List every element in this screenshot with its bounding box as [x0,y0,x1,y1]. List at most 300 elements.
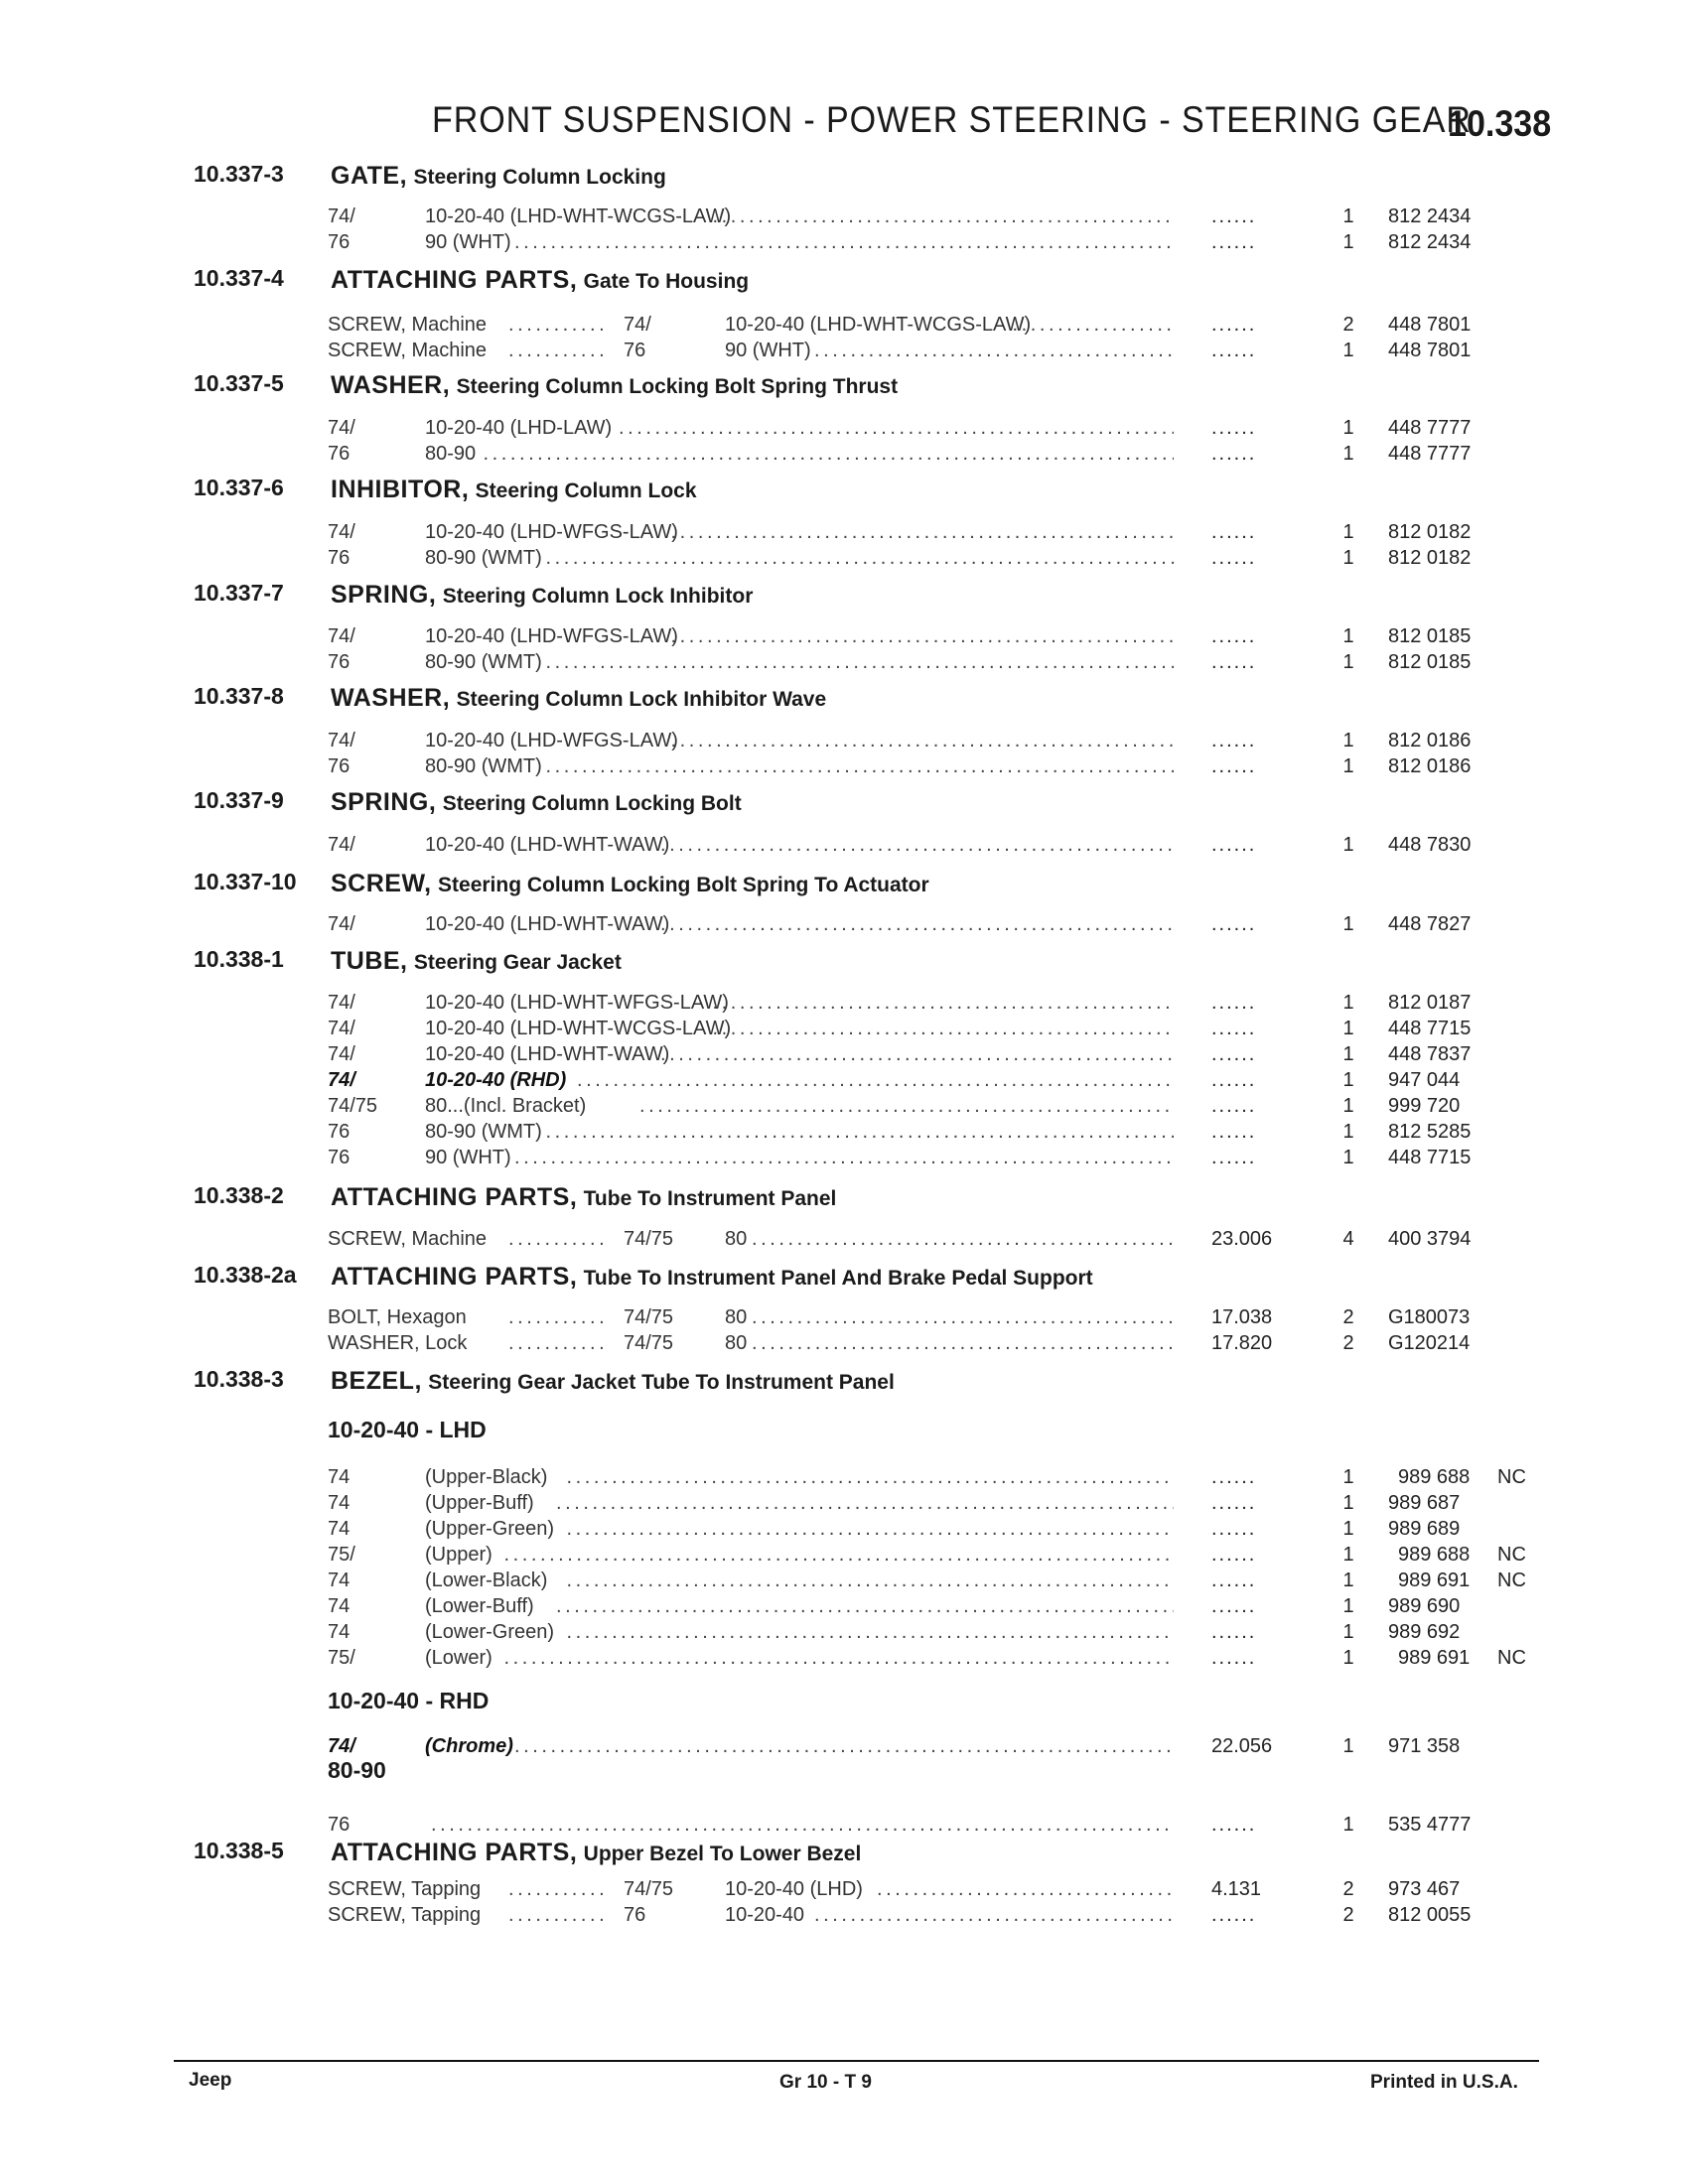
year-range: 74 [328,1595,351,1617]
quantity: 1 [1342,1647,1354,1669]
part-number: 812 0182 [1388,521,1472,543]
quantity: 1 [1342,547,1354,569]
dot-leader [752,1304,1174,1324]
quantity: 1 [1342,205,1354,227]
dot-leader [546,753,1175,773]
model-spec: 10-20-40 (LHD-WHT-WAW) [425,913,670,935]
dot-leader [431,1812,1174,1832]
year-range: 75/ [328,1544,355,1566]
model-spec: 10-20-40 (LHD-WHT-WCGS-LAW) [725,314,1032,336]
illustration-ref: ...... [1211,1069,1257,1091]
part-number: 812 0182 [1388,547,1472,569]
illustration-ref: ...... [1211,417,1257,439]
part-description: Gate To Housing [583,270,750,293]
part-description: Steering Column Locking Bolt Spring Thrust [456,375,899,398]
model-spec: 10-20-40 (LHD-WHT-WAW) [425,1043,670,1065]
part-number: 812 0185 [1388,651,1472,673]
model-spec: 10-20-40 (LHD-WHT-WAW) [425,834,670,856]
quantity: 1 [1342,1595,1354,1617]
dot-leader [508,1330,606,1350]
quantity: 1 [1342,1621,1354,1643]
dot-leader [660,911,1174,931]
quantity: 1 [1342,1518,1354,1540]
part-name: ATTACHING PARTS, [331,1183,578,1211]
list-item [0,1016,1688,1041]
illustration-ref: ...... [1211,1043,1257,1065]
year-range: 74/75 [624,1878,674,1900]
dot-leader [619,415,1174,435]
illustration-ref: ...... [1211,834,1257,856]
part-name: INHIBITOR, [331,476,470,503]
illustration-ref: ...... [1211,1466,1257,1488]
section-title [331,1367,895,1396]
illustration-ref: ...... [1211,1018,1257,1039]
part-number: 947 044 [1388,1069,1461,1091]
part-number: 812 0186 [1388,730,1472,751]
year-range: 74/ [328,1018,355,1039]
illustration-ref: ...... [1211,1904,1257,1926]
quantity: 1 [1342,1544,1354,1566]
dot-leader [484,441,1175,461]
model-spec: 10-20-40 (LHD) [725,1878,863,1900]
part-number: G120214 [1388,1332,1471,1354]
page-title: FRONT SUSPENSION - POWER STEERING - STEERING GEAR [432,99,1472,140]
year-range: 76 [328,651,351,673]
item-label: SCREW, Machine [328,314,488,336]
dot-leader [514,1733,1174,1753]
year-range: 74/ [328,1069,355,1091]
note-code: NC [1497,1466,1526,1488]
dot-leader [508,312,606,332]
footer-brand: Jeep [189,2070,232,2091]
quantity: 1 [1342,1147,1354,1168]
year-range: 76 [328,1814,351,1836]
item-label: SCREW, Machine [328,340,488,361]
section-code: 10.337-8 [194,683,284,709]
list-item [0,728,1688,753]
illustration-ref: ...... [1211,547,1257,569]
section-title [331,684,826,713]
section-title [331,1263,1093,1292]
section-code: 10.338-2a [194,1262,297,1288]
dot-leader [508,1226,606,1246]
quantity: 2 [1342,1306,1354,1328]
list-item [0,753,1688,779]
list-item [0,338,1688,363]
quantity: 1 [1342,834,1354,856]
year-range: 74 [328,1570,351,1591]
dot-leader [577,1067,1174,1087]
dot-leader [660,832,1174,852]
part-name: BEZEL, [331,1367,422,1395]
year-range: 74/ [328,1735,355,1757]
part-name: ATTACHING PARTS, [331,1263,578,1291]
section-code: 10.337-4 [194,265,284,291]
dot-leader [713,990,1175,1010]
part-description: Steering Column Lock [475,479,697,502]
quantity: 1 [1342,443,1354,465]
dot-leader [546,1119,1175,1139]
note-code: NC [1497,1544,1526,1566]
part-number: 989 690 [1388,1595,1461,1617]
dot-leader [713,1016,1175,1035]
list-item [0,1464,1688,1490]
part-name: SPRING, [331,581,437,609]
dot-leader [504,1645,1175,1665]
section-title [331,947,622,976]
part-number: 989 687 [1388,1492,1461,1514]
illustration-ref: 17.820 [1211,1332,1273,1354]
model-spec: 10-20-40 (LHD-WHT-WCGS-LAW) [425,205,732,227]
year-range: 74 [328,1492,351,1514]
dot-leader [567,1464,1175,1484]
quantity: 1 [1342,730,1354,751]
dot-leader [639,1093,1174,1113]
quantity: 1 [1342,521,1354,543]
year-range: 74 [328,1518,351,1540]
model-spec: 10-20-40 (LHD-WFGS-LAW) [425,625,678,647]
quantity: 1 [1342,231,1354,253]
part-number: 971 358 [1388,1735,1461,1757]
illustration-ref: ...... [1211,1095,1257,1117]
year-range: 76 [328,547,351,569]
list-item [0,1593,1688,1619]
year-range: 74/ [328,992,355,1014]
list-item [0,1490,1688,1516]
part-name: SPRING, [331,788,437,816]
list-item [0,415,1688,441]
part-name: WASHER, [331,371,451,399]
section-title [331,371,898,400]
dot-leader [514,1145,1174,1164]
dot-leader [660,1041,1174,1061]
section-code: 10.338-1 [194,946,284,972]
part-number: 812 5285 [1388,1121,1472,1143]
section-code: 10.337-10 [194,869,297,894]
illustration-ref: ...... [1211,1595,1257,1617]
group-heading: 80-90 [328,1757,386,1783]
dot-leader [508,338,606,357]
dot-leader [713,204,1175,223]
model-spec: 80 [725,1306,748,1328]
part-number: 989 692 [1388,1621,1461,1643]
section-title [331,162,666,191]
year-range: 74/ [328,417,355,439]
illustration-ref: ...... [1211,205,1257,227]
quantity: 1 [1342,913,1354,935]
illustration-ref: ...... [1211,1544,1257,1566]
illustration-ref: ...... [1211,1647,1257,1669]
illustration-ref: ...... [1211,1518,1257,1540]
part-number: 999 720 [1388,1095,1461,1117]
section-code: 10.337-7 [194,580,284,606]
footer-rule [174,2060,1539,2062]
dot-leader [508,1304,606,1324]
part-number: 448 7827 [1388,913,1472,935]
model-spec: 10-20-40 (LHD-WHT-WCGS-LAW) [425,1018,732,1039]
dot-leader [508,1902,606,1922]
illustration-ref: ...... [1211,651,1257,673]
part-number: 989 691 [1398,1647,1471,1669]
illustration-ref: ...... [1211,1121,1257,1143]
year-range: 74/ [328,730,355,751]
year-range: 74 [328,1466,351,1488]
quantity: 1 [1342,1018,1354,1039]
part-description: Tube To Instrument Panel And Brake Pedal Support [583,1267,1093,1290]
list-item [0,1902,1688,1928]
year-range: 76 [328,1147,351,1168]
year-range: 74/ [328,1043,355,1065]
list-item [0,519,1688,545]
year-range: 75/ [328,1647,355,1669]
model-spec: 90 (WHT) [725,340,811,361]
model-spec: (Upper) [425,1544,492,1566]
item-label: SCREW, Machine [328,1228,488,1250]
part-number: 535 4777 [1388,1814,1472,1836]
section-code: 10.337-3 [194,161,284,187]
list-item [0,1067,1688,1093]
footer-group: Gr 10 - T 9 [779,2072,872,2093]
illustration-ref: ...... [1211,755,1257,777]
dot-leader [567,1516,1175,1536]
section-code: 10.338-5 [194,1838,284,1863]
list-item [0,1542,1688,1568]
dot-leader [752,1226,1174,1246]
list-item [0,1226,1688,1252]
part-number: 812 0187 [1388,992,1472,1014]
year-range: 74/ [624,314,651,336]
model-spec: 80-90 (WMT) [425,755,542,777]
dot-leader [508,1876,606,1896]
part-name: SCREW, [331,870,432,897]
illustration-ref: ...... [1211,1621,1257,1643]
model-spec: 10-20-40 (RHD) [425,1069,567,1091]
quantity: 1 [1342,1121,1354,1143]
part-description: Tube To Instrument Panel [583,1187,837,1210]
illustration-ref: ...... [1211,1492,1257,1514]
year-range: 74/ [328,205,355,227]
dot-leader [814,338,1174,357]
quantity: 1 [1342,340,1354,361]
illustration-ref: ...... [1211,730,1257,751]
model-spec: (Lower-Black) [425,1570,548,1591]
model-spec: 80...(Incl. Bracket) [425,1095,587,1117]
illustration-ref: ...... [1211,1570,1257,1591]
part-description: Upper Bezel To Lower Bezel [583,1843,862,1865]
part-description: Steering Gear Jacket Tube To Instrument Panel [428,1371,895,1394]
illustration-ref: 23.006 [1211,1228,1273,1250]
dot-leader [514,229,1174,249]
model-spec: 10-20-40 [725,1904,805,1926]
part-number: 812 0185 [1388,625,1472,647]
dot-leader [1013,312,1175,332]
model-spec: 80-90 (WMT) [425,1121,542,1143]
quantity: 1 [1342,417,1354,439]
list-item [0,1093,1688,1119]
illustration-ref: ...... [1211,231,1257,253]
page-number: 10.338 [1447,103,1551,144]
year-range: 74/75 [624,1306,674,1328]
model-spec: 80 [725,1332,748,1354]
part-number: 989 688 [1398,1466,1471,1488]
quantity: 1 [1342,1466,1354,1488]
section-title [331,1183,836,1212]
part-description: Steering Column Locking [413,166,666,189]
year-range: 74/75 [328,1095,378,1117]
illustration-ref: ...... [1211,1814,1257,1836]
list-item [0,649,1688,675]
part-description: Steering Column Locking Bolt Spring To Actuator [438,874,929,896]
list-item [0,1733,1688,1759]
year-range: 74/75 [624,1332,674,1354]
part-number: 812 2434 [1388,231,1472,253]
quantity: 1 [1342,992,1354,1014]
list-item [0,1516,1688,1542]
list-item [0,911,1688,937]
quantity: 4 [1342,1228,1354,1250]
quantity: 1 [1342,1570,1354,1591]
quantity: 1 [1342,755,1354,777]
list-item [0,623,1688,649]
year-range: 74 [328,1621,351,1643]
model-spec: 90 (WHT) [425,231,511,253]
year-range: 76 [328,231,351,253]
note-code: NC [1497,1647,1526,1669]
section-code: 10.338-2 [194,1182,284,1208]
list-item [0,441,1688,467]
part-number: 448 7830 [1388,834,1472,856]
quantity: 1 [1342,1492,1354,1514]
list-item [0,1645,1688,1671]
model-spec: 80 [725,1228,748,1250]
list-item [0,545,1688,571]
dot-leader [567,1619,1175,1639]
part-number: 989 691 [1398,1570,1471,1591]
part-number: 989 688 [1398,1544,1471,1566]
item-label: SCREW, Tapping [328,1904,482,1926]
model-spec: 10-20-40 (LHD-LAW) [425,417,613,439]
section-title [331,476,697,504]
part-number: 448 7837 [1388,1043,1472,1065]
list-item [0,1330,1688,1356]
part-number: 400 3794 [1388,1228,1472,1250]
list-item [0,1304,1688,1330]
part-number: 812 0055 [1388,1904,1472,1926]
list-item [0,1145,1688,1170]
section-code: 10.338-3 [194,1366,284,1392]
illustration-ref: ...... [1211,443,1257,465]
dot-leader [877,1876,1174,1896]
section-title [331,1839,861,1867]
dot-leader [546,649,1175,669]
item-label: SCREW, Tapping [328,1878,482,1900]
model-spec: (Lower) [425,1647,492,1669]
part-description: Steering Column Lock Inhibitor Wave [456,688,827,711]
part-name: WASHER, [331,684,451,712]
dot-leader [567,1568,1175,1587]
section-code: 10.337-6 [194,475,284,500]
year-range: 76 [328,443,351,465]
list-item [0,1568,1688,1593]
list-item [0,1619,1688,1645]
part-number: G180073 [1388,1306,1471,1328]
quantity: 1 [1342,1069,1354,1091]
illustration-ref: ...... [1211,992,1257,1014]
illustration-ref: ...... [1211,913,1257,935]
model-spec: (Lower-Green) [425,1621,555,1643]
illustration-ref: 22.056 [1211,1735,1273,1757]
year-range: 76 [328,755,351,777]
section-code: 10.337-9 [194,787,284,813]
section-title [331,581,753,610]
model-spec: 80-90 (WMT) [425,651,542,673]
model-spec: 80-90 (WMT) [425,547,542,569]
part-name: GATE, [331,162,408,190]
model-spec: 10-20-40 (LHD-WHT-WFGS-LAW) [425,992,729,1014]
dot-leader [671,519,1175,539]
part-name: ATTACHING PARTS, [331,266,578,294]
illustration-ref: ...... [1211,1147,1257,1168]
model-spec: (Chrome) [425,1735,513,1757]
model-spec: (Upper-Black) [425,1466,548,1488]
section-code: 10.337-5 [194,370,284,396]
item-label: WASHER, Lock [328,1332,468,1354]
dot-leader [814,1902,1174,1922]
dot-leader [671,728,1175,748]
dot-leader [546,545,1175,565]
quantity: 2 [1342,1904,1354,1926]
year-range: 76 [624,340,646,361]
illustration-ref: 17.038 [1211,1306,1273,1328]
part-number: 448 7715 [1388,1147,1472,1168]
part-number: 812 0186 [1388,755,1472,777]
dot-leader [556,1593,1174,1613]
quantity: 1 [1342,651,1354,673]
section-title [331,788,742,817]
quantity: 2 [1342,314,1354,336]
year-range: 74/ [328,834,355,856]
dot-leader [556,1490,1174,1510]
model-spec: (Upper-Buff) [425,1492,534,1514]
model-spec: 10-20-40 (LHD-WFGS-LAW) [425,521,678,543]
dot-leader [752,1330,1174,1350]
dot-leader [504,1542,1175,1562]
quantity: 1 [1342,625,1354,647]
list-item [0,312,1688,338]
quantity: 1 [1342,1043,1354,1065]
list-item [0,1876,1688,1902]
part-number: 448 7777 [1388,417,1472,439]
item-label: BOLT, Hexagon [328,1306,467,1328]
year-range: 74/ [328,913,355,935]
list-item [0,1041,1688,1067]
quantity: 1 [1342,1095,1354,1117]
dot-leader [671,623,1175,643]
part-number: 448 7777 [1388,443,1472,465]
model-spec: 90 (WHT) [425,1147,511,1168]
part-number: 448 7801 [1388,314,1472,336]
part-number: 812 2434 [1388,205,1472,227]
part-number: 973 467 [1388,1878,1461,1900]
list-item [0,990,1688,1016]
year-range: 74/ [328,521,355,543]
group-heading: 10-20-40 - LHD [328,1417,487,1442]
quantity: 2 [1342,1332,1354,1354]
list-item [0,1812,1688,1838]
year-range: 74/ [328,625,355,647]
section-title [331,266,749,295]
section-title [331,870,929,898]
